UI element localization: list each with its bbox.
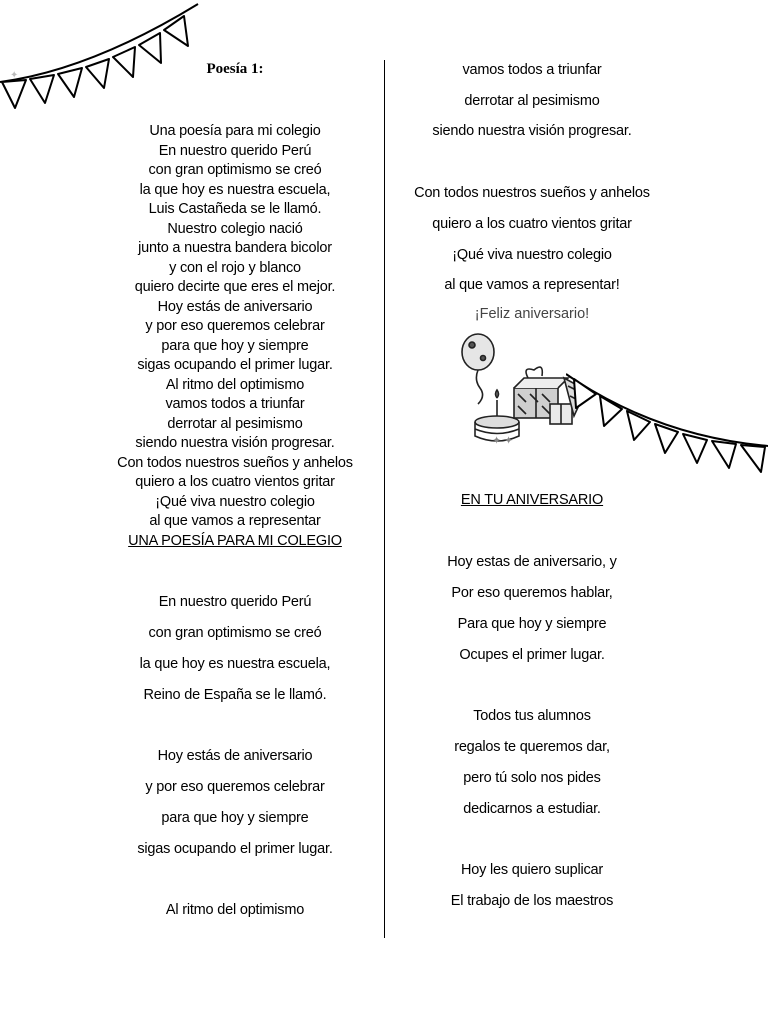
- poem-line: quiero a los cuatro vientos gritar: [135, 474, 335, 490]
- poem-line: quiero a los cuatro vientos gritar: [432, 216, 632, 232]
- poem-line: vamos todos a triunfar: [165, 396, 305, 412]
- poem-line: Hoy estás de aniversario: [157, 748, 313, 764]
- poem-line: siendo nuestra visión progresar.: [432, 123, 632, 139]
- poem-line: Hoy les quiero suplicar: [460, 862, 604, 878]
- poem-line: la que hoy es nuestra escuela,: [139, 181, 331, 198]
- poem-line: con gran optimismo se creó: [148, 625, 322, 641]
- poem-line: vamos todos a triunfar: [462, 62, 602, 78]
- column-divider: [384, 60, 385, 938]
- poem-line: regalos te queremos dar,: [454, 739, 610, 755]
- poem-line: Nuestro colegio nació: [167, 220, 303, 237]
- poem-line: En nuestro querido Perú: [158, 594, 312, 610]
- poem-line: para que hoy y siempre: [161, 337, 309, 354]
- poem-line: Para que hoy y siempre: [457, 616, 607, 632]
- poem-line: ¡Qué viva nuestro colegio: [452, 247, 612, 263]
- poem-line: Ocupes el primer lugar.: [459, 647, 605, 663]
- poem-line: derrotar al pesimismo: [167, 415, 303, 432]
- poem-line: la que hoy es nuestra escuela,: [139, 656, 331, 672]
- poem-line: para que hoy y siempre: [161, 810, 309, 826]
- feliz-aniversario-caption: ¡Feliz aniversario!: [474, 306, 590, 322]
- bunting-top-left-icon: [0, 0, 200, 120]
- poem-line: derrotar al pesimismo: [464, 93, 600, 109]
- poem-line: Una poesía para mi colegio: [149, 123, 321, 139]
- poem-heading: Poesía 1:: [206, 61, 264, 77]
- poem-line: junto a nuestra bandera bicolor: [138, 240, 332, 256]
- poem-line: El trabajo de los maestros: [450, 893, 614, 909]
- poem-line: y por eso queremos celebrar: [145, 318, 325, 334]
- poem-line: Luis Castañeda se le llamó.: [148, 201, 322, 217]
- poem-dense-block: [90, 122, 380, 551]
- poem-line: Hoy estas de aniversario, y: [447, 554, 617, 570]
- poem-title-underlined: UNA POESÍA PARA MI COLEGIO: [128, 532, 342, 549]
- poem-line: En nuestro querido Perú: [158, 142, 312, 159]
- poem-line: Al ritmo del optimismo: [165, 902, 305, 918]
- poem-line: y por eso queremos celebrar: [145, 779, 325, 795]
- poem-line: al que vamos a representar!: [444, 277, 620, 293]
- section-title: EN TU ANIVERSARIO: [460, 492, 604, 508]
- poem-line: ¡Qué viva nuestro colegio: [155, 493, 315, 510]
- poem-line: sigas ocupando el primer lugar.: [137, 357, 333, 373]
- poem-line: Al ritmo del optimismo: [165, 376, 305, 393]
- poem-line: dedicarnos a estudiar.: [463, 801, 601, 817]
- svg-text:✦: ✦: [10, 70, 19, 81]
- poem-line: Hoy estás de aniversario: [157, 298, 313, 315]
- poem-line: Reino de España se le llamó.: [143, 687, 327, 703]
- poem-line: Con todos nuestros sueños y anhelos: [117, 454, 353, 471]
- poem-line: Por eso queremos hablar,: [451, 585, 613, 601]
- poem-line: pero tú solo nos pides: [463, 770, 601, 786]
- poem-line: al que vamos a representar: [149, 513, 321, 529]
- poem-line: siendo nuestra visión progresar.: [135, 435, 335, 451]
- poem-line: con gran optimismo se creó: [148, 162, 322, 178]
- poem-line: Todos tus alumnos: [473, 708, 591, 724]
- bunting-right-icon: [566, 362, 768, 482]
- poem-line: sigas ocupando el primer lugar.: [137, 841, 333, 857]
- svg-text:✦ ✦: ✦ ✦: [492, 435, 514, 445]
- poem-line: Con todos nuestros sueños y anhelos: [414, 185, 650, 201]
- poem-line: y con el rojo y blanco: [169, 259, 301, 276]
- poem-line: quiero decirte que eres el mejor.: [134, 279, 336, 295]
